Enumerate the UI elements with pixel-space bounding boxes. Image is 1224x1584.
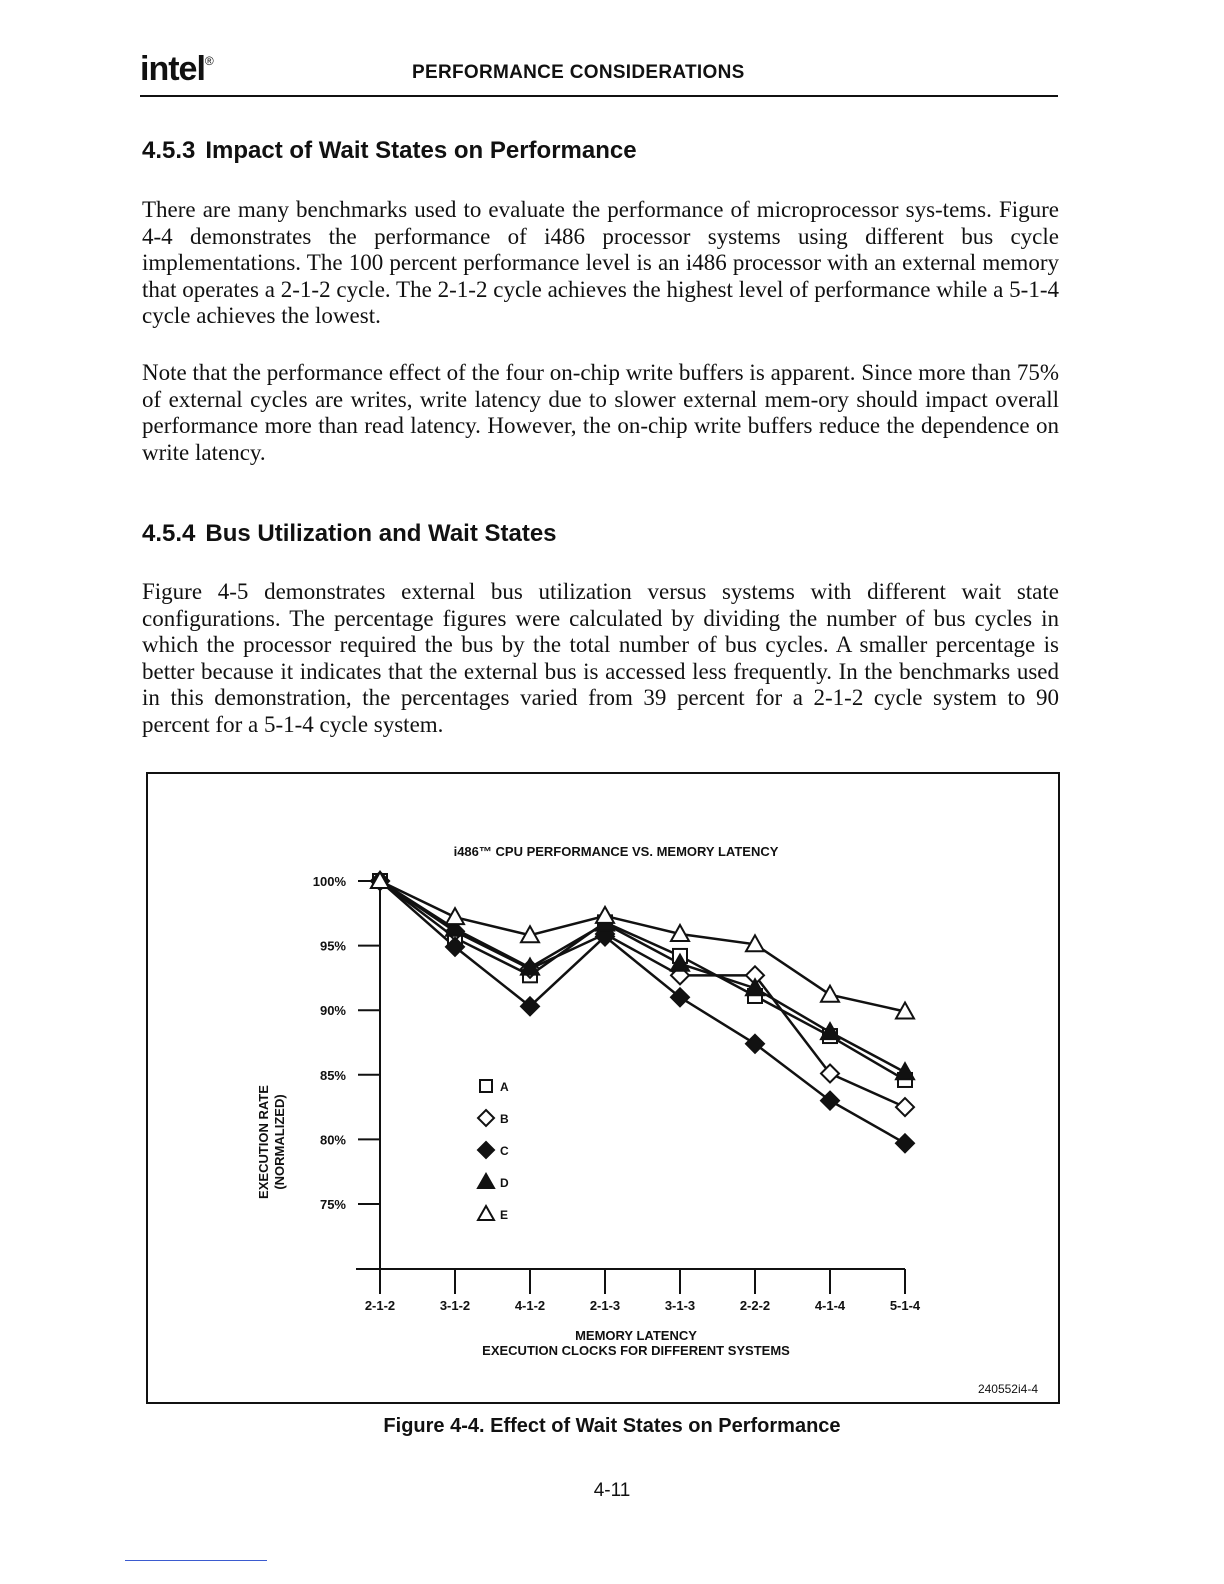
chart-title: i486™ CPU PERFORMANCE VS. MEMORY LATENCY [453,844,779,859]
x-tick-label: 2-1-2 [364,1298,396,1313]
paragraph-4-5-3-1: There are many benchmarks used to evaluate the performance of microprocessor sys-tems. Figure 4-4 demonstrates the performance of i486 processor systems using different bus cycle implementations. The 100 percent performance level is an i486 processor with an external memory that operates a 2-1-2 cycle. The 2-1-2 cycle achieves the highest level of performance while a 5-1-4 cycle achieves the lowest. [142,197,1059,328]
x-tick-label: 2-2-2 [739,1298,771,1313]
paragraph-4-5-3-2: Note that the performance effect of the four on-chip write buffers is apparent. Since more than 75% of external cycles are writes, write latency due to slower external mem-ory should impact overall performance more than read latency. However, the on-chip write buffers reduce the dependence on write latency. [142,360,1059,465]
legend-marker-d [478,1174,494,1188]
y-tick-label: 95% [319,938,346,954]
section-heading-4-5-4 [142,520,557,548]
section-number: 4.5.3 [142,137,196,164]
logo-text: intel [140,50,205,88]
data-point-b [896,1098,914,1116]
y-axis-label-line1: EXECUTION RATE [256,1085,271,1199]
x-tick-label: 2-1-3 [589,1298,621,1313]
legend-label-c: C [500,1144,509,1158]
x-axis-label-line2: EXECUTION CLOCKS FOR DIFFERENT SYSTEMS [482,1343,790,1358]
legend-marker-b [478,1110,494,1126]
registered-mark: ® [204,54,213,68]
data-point-e [821,986,839,1002]
legend-label-a: A [500,1080,509,1094]
section-heading-4-5-3 [142,137,637,165]
y-tick-label: 85% [319,1067,346,1083]
legend-label-d: D [500,1176,509,1190]
y-tick-label: 100% [312,874,346,889]
intel-logo [140,50,213,89]
legend-marker-e [478,1206,494,1220]
figure-caption: Figure 4-4. Effect of Wait States on Performance [383,1415,841,1437]
data-point-d [896,1063,914,1079]
section-title: Bus Utilization and Wait States [205,520,557,547]
data-point-e [446,908,464,924]
performance-chart [148,774,1062,1406]
section-title: Impact of Wait States on Performance [205,137,637,164]
x-tick-label: 4-1-4 [814,1298,846,1313]
y-tick-label: 90% [319,1003,346,1019]
running-head: PERFORMANCE CONSIDERATIONS [412,62,745,83]
y-tick-label: 75% [319,1197,346,1212]
y-axis-label-line2: (NORMALIZED) [272,1094,287,1190]
legend-label-b: B [500,1112,509,1126]
figure-box [146,772,1060,1404]
chart-legend [478,1080,509,1222]
figure-id: 240552i4-4 [977,1382,1038,1396]
legend-marker-a [480,1080,492,1092]
section-number: 4.5.4 [142,520,196,547]
header-rule [140,95,1058,97]
series-line-a [380,881,905,1080]
y-tick-label: 80% [319,1132,346,1148]
data-point-c [896,1134,914,1152]
x-tick-label: 4-1-2 [514,1298,546,1313]
x-tick-label: 5-1-4 [889,1298,921,1313]
x-axis-label-line1: MEMORY LATENCY [575,1328,697,1343]
paragraph-4-5-4-1: Figure 4-5 demonstrates external bus utilization versus systems with different wait state configurations. The percentage figures were calculated by dividing the number of bus cycles in which the processor required the bus by the total number of bus cycles. A smaller percentage is better because it indicates that the external bus is accessed less frequently. In the benchmarks used in this demonstration, the percentages varied from 39 percent for a 2-1-2 cycle system to 90 percent for a 5-1-4 cycle system. [142,579,1059,737]
footer-rule [125,1560,267,1561]
legend-marker-c [478,1142,494,1158]
legend-label-e: E [500,1208,509,1222]
chart-series [371,872,914,1152]
x-tick-label: 3-1-2 [439,1298,471,1313]
page-number: 4-11 [593,1480,631,1501]
x-tick-label: 3-1-3 [664,1298,696,1313]
